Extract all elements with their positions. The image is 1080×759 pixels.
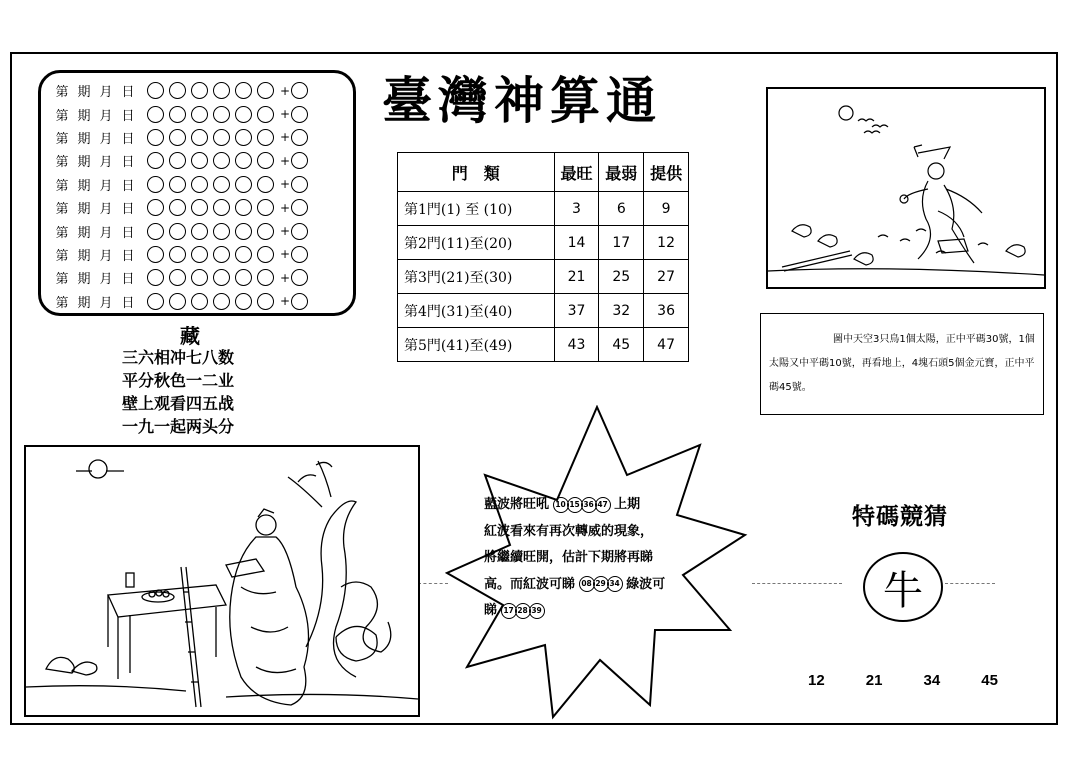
number-circle [169,106,186,123]
cell-min: 6 [599,192,644,226]
bonus-plus: + [279,294,291,309]
bonus-circle [291,152,308,169]
row-label: 第3門(21)至(30) [398,260,555,294]
grid-label: 第 [55,202,69,218]
number-circle [213,223,230,240]
grid-label: 期 [77,272,91,288]
grid-label: 日 [121,295,135,311]
bonus-circle [291,293,308,310]
number-circle [191,129,208,146]
grid-label: 日 [121,248,135,264]
number-circle [213,152,230,169]
grid-label: 期 [77,178,91,194]
number-circle [235,152,252,169]
grid-label: 日 [121,178,135,194]
grid-label: 日 [121,272,135,288]
hidden-poem [122,346,272,438]
table-row [398,328,689,362]
table-row [398,294,689,328]
number-circle [169,293,186,310]
header-category: 門 類 [398,153,555,192]
text-segment: 藍波將旺吼 [484,497,550,512]
bonus-plus: + [279,224,291,239]
number-circle [213,199,230,216]
poem-line: 平分秋色一二业 [122,371,235,390]
number-circle [169,129,186,146]
poem-line: 一九一起两头分 [122,417,235,436]
number-circle [213,293,230,310]
grid-label: 月 [99,155,113,171]
grid-label: 第 [55,85,69,101]
bonus-plus: + [279,107,291,122]
dashed-line [752,583,842,584]
draw-record-grid [38,70,356,316]
grid-label: 日 [121,225,135,241]
bonus-plus: + [279,177,291,192]
cell-max: 37 [554,294,599,328]
table-row [398,260,689,294]
grid-label: 日 [121,202,135,218]
number-circle [191,246,208,263]
table-row [398,192,689,226]
grid-row [51,126,345,149]
number-circle [147,106,164,123]
number-circle [213,106,230,123]
number-circle [257,152,274,169]
number-circle [147,152,164,169]
scholar-illustration [24,445,420,717]
bonus-circle [291,106,308,123]
grid-label: 日 [121,131,135,147]
number-circle [169,246,186,263]
number-circle [257,82,274,99]
number-circle [213,246,230,263]
grid-label: 第 [55,155,69,171]
cell-give: 9 [644,192,689,226]
table-row [398,226,689,260]
grid-label: 月 [99,131,113,147]
grid-label: 期 [77,248,91,264]
star-line-4 [484,572,706,599]
bonus-plus: + [279,200,291,215]
star-line-3: 將繼續旺開，估計下期將再睇 [484,550,654,565]
cell-give: 12 [644,226,689,260]
number-circle [169,199,186,216]
grid-row [51,219,345,242]
scholar-drawing [26,447,418,715]
grid-label: 月 [99,178,113,194]
number-circle [257,199,274,216]
cell-max: 21 [554,260,599,294]
cell-max: 43 [554,328,599,362]
cell-give: 47 [644,328,689,362]
cell-min: 32 [599,294,644,328]
bonus-plus: + [279,247,291,262]
grid-label: 月 [99,202,113,218]
number-circle [191,269,208,286]
number-circle [235,82,252,99]
grid-row [51,243,345,266]
number-ball: 47 [595,497,611,513]
grid-row [51,79,345,102]
bonus-circle [291,199,308,216]
number-circle [191,82,208,99]
bonus-circle [291,82,308,99]
number-circle [147,246,164,263]
row-label: 第1門(1) 至 (10) [398,192,555,226]
number-circle [257,293,274,310]
number-circle [147,269,164,286]
number-circle [169,176,186,193]
number-circle [235,199,252,216]
number-circle [147,223,164,240]
page-title: 臺灣神算通 [382,71,662,130]
number-ball: 17 [501,603,517,619]
guess-number: 45 [981,672,998,689]
grid-label: 第 [55,248,69,264]
grid-label: 日 [121,155,135,171]
dashed-line [945,583,995,584]
bonus-plus: + [279,153,291,168]
number-ball: 10 [553,497,569,513]
grid-row [51,266,345,289]
number-circle [235,176,252,193]
zodiac-badge [863,552,943,622]
grid-row [51,173,345,196]
number-circle [169,223,186,240]
number-ball: 28 [515,603,531,619]
bonus-circle [291,129,308,146]
number-ball: 15 [567,497,583,513]
number-circle [257,176,274,193]
hidden-poem-title: 藏 [180,324,200,348]
poem-line: 三六相冲七八数 [122,348,235,367]
number-circle [235,106,252,123]
grid-label: 第 [55,131,69,147]
bonus-circle [291,269,308,286]
grid-row [51,196,345,219]
number-circle [235,293,252,310]
number-ball: 29 [593,576,609,592]
picture-clue: 圖中天空3只鳥1個太陽，正中平碼30號，1個太陽又中平碼10號，再看地上，4塊石頭5個金元寶，正中平碼45號。 [760,313,1044,415]
number-circle [169,82,186,99]
bonus-plus: + [279,270,291,285]
row-label: 第2門(11)至(20) [398,226,555,260]
number-circle [191,293,208,310]
poem-line: 壁上观看四五战 [122,394,235,413]
number-ball: 08 [579,576,595,592]
special-guess-title: 特碼競猜 [852,503,948,530]
number-circle [191,223,208,240]
bonus-plus: + [279,83,291,98]
number-circle [257,106,274,123]
grid-label: 月 [99,272,113,288]
number-circle [213,176,230,193]
number-circle [257,269,274,286]
zodiac-char: 牛 [883,567,923,614]
cell-max: 14 [554,226,599,260]
bonus-circle [291,176,308,193]
number-circle [169,269,186,286]
header-give: 提供 [644,153,689,192]
header-min: 最弱 [599,153,644,192]
number-circle [257,246,274,263]
cell-min: 17 [599,226,644,260]
number-circle [191,152,208,169]
header-max: 最旺 [554,153,599,192]
grid-label: 月 [99,225,113,241]
grid-label: 期 [77,295,91,311]
number-circle [147,82,164,99]
cell-give: 36 [644,294,689,328]
number-circle [257,223,274,240]
number-circle [191,106,208,123]
text-segment: 上期 [614,497,641,512]
number-circle [213,269,230,286]
grid-label: 第 [55,295,69,311]
grid-label: 期 [77,202,91,218]
number-circle [191,176,208,193]
number-circle [257,129,274,146]
grid-row [51,102,345,125]
text-segment: 睇 [484,603,498,618]
bonus-circle [291,223,308,240]
cell-min: 45 [599,328,644,362]
number-circle [235,269,252,286]
number-circle [147,293,164,310]
number-circle [147,129,164,146]
number-circle [147,176,164,193]
number-circle [213,129,230,146]
grid-label: 期 [77,108,91,124]
warrior-illustration [766,87,1046,289]
star-line-1 [484,492,706,519]
guess-number: 34 [923,672,941,689]
warrior-drawing [768,89,1044,287]
star-line-2: 紅波看來有再次轉威的現象， [484,523,654,539]
grid-row [51,149,345,172]
grid-label: 月 [99,85,113,101]
wave-analysis [484,492,706,625]
number-ball: 39 [529,603,545,619]
grid-label: 月 [99,295,113,311]
star-line-5 [484,598,706,625]
row-label: 第5門(41)至(49) [398,328,555,362]
grid-label: 第 [55,178,69,194]
grid-label: 期 [77,85,91,101]
grid-label: 月 [99,108,113,124]
guess-number: 21 [865,672,883,689]
number-circle [191,199,208,216]
bonus-circle [291,246,308,263]
grid-label: 第 [55,272,69,288]
number-ball: 36 [581,497,597,513]
row-label: 第4門(31)至(40) [398,294,555,328]
number-circle [235,246,252,263]
grid-label: 期 [77,225,91,241]
cell-give: 27 [644,260,689,294]
number-circle [147,199,164,216]
grid-label: 月 [99,248,113,264]
number-gate-table [397,152,689,362]
grid-label: 日 [121,108,135,124]
guess-number: 12 [808,672,825,689]
bonus-plus: + [279,130,291,145]
text-segment: 高。而紅波可睇 [484,576,576,592]
dashed-line [418,583,448,584]
grid-label: 日 [121,85,135,101]
table-header-row [398,153,689,192]
number-circle [235,129,252,146]
number-ball: 34 [607,576,623,592]
grid-label: 期 [77,131,91,147]
grid-label: 期 [77,155,91,171]
number-circle [235,223,252,240]
grid-label: 第 [55,225,69,241]
grid-label: 第 [55,108,69,124]
number-circle [169,152,186,169]
grid-row [51,290,345,313]
text-segment: 綠波可 [626,576,666,592]
number-circle [213,82,230,99]
cell-min: 25 [599,260,644,294]
guess-numbers [808,672,998,689]
cell-max: 3 [554,192,599,226]
